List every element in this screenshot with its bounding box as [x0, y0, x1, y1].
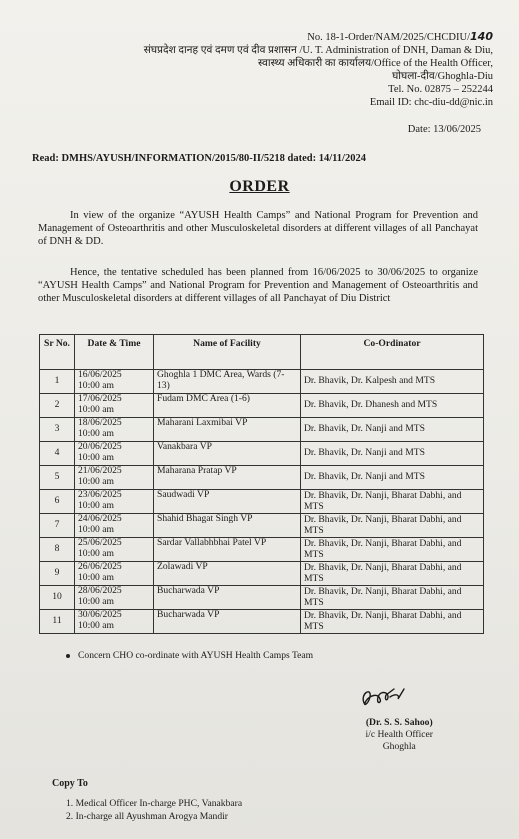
cell-date-time-time: 10:00 am [78, 379, 114, 391]
cell-sr-no-sr: 6 [54, 495, 60, 507]
cell-date-time [75, 442, 154, 466]
cell-sr-no [40, 394, 75, 418]
cell-coordinator [301, 610, 484, 634]
cell-date-time [75, 586, 154, 610]
cell-sr-no-sr: 2 [54, 399, 60, 411]
cell-date-time [75, 490, 154, 514]
table-row [40, 610, 484, 634]
letterhead [144, 30, 493, 109]
copy-to-list [66, 797, 242, 823]
cell-facility-facility: Shahid Bhagat Singh VP [157, 513, 253, 524]
cell-date-time [75, 538, 154, 562]
bullet-icon [66, 654, 70, 658]
cell-date-time-time: 10:00 am [78, 451, 114, 463]
cell-facility [154, 370, 301, 394]
header-date-time: Date & Time [75, 335, 154, 370]
cell-coordinator-coordinator: Dr. Bhavik, Dr. Nanji, Bharat Dabhi, and MTS [304, 610, 462, 632]
cell-date-time-time: 10:00 am [78, 619, 114, 631]
cell-date-time [75, 466, 154, 490]
cell-date-time-time: 10:00 am [78, 571, 114, 583]
cell-facility-facility: Maharana Pratap VP [157, 465, 237, 476]
cell-date-time [75, 418, 154, 442]
signatory-place: Ghoghla [382, 741, 416, 752]
note-text: Concern CHO co-ordinate with AYUSH Health Camps Team [78, 650, 314, 661]
table-row [40, 562, 484, 586]
cell-date-time-time: 10:00 am [78, 595, 114, 607]
cell-date-time-date: 23/06/2025 [78, 489, 122, 500]
cell-coordinator-coordinator: Dr. Bhavik, Dr. Nanji, Bharat Dabhi, and MTS [304, 562, 462, 584]
order-date: Date: 13/06/2025 [407, 124, 481, 135]
cell-coordinator [301, 466, 484, 490]
table-row [40, 370, 484, 394]
cell-sr-no [40, 442, 75, 466]
cell-date-time-date: 20/06/2025 [78, 441, 122, 452]
cell-sr-no-sr: 10 [52, 591, 62, 603]
cell-date-time [75, 610, 154, 634]
cell-date-time-time: 10:00 am [78, 403, 114, 415]
cell-facility-facility: Maharani Laxmibai VP [157, 417, 248, 428]
table-row [40, 418, 484, 442]
cell-coordinator [301, 490, 484, 514]
reference-number [144, 30, 493, 44]
cell-facility-facility: Bucharwada VP [157, 585, 220, 596]
cell-coordinator-coordinator: Dr. Bhavik, Dr. Nanji, Bharat Dabhi, and MTS [304, 586, 462, 608]
header-facility: Name of Facility [154, 335, 301, 370]
cell-facility [154, 562, 301, 586]
cell-date-time-date: 28/06/2025 [78, 585, 122, 596]
cell-date-time-time: 10:00 am [78, 427, 114, 439]
cell-coordinator-coordinator: Dr. Bhavik, Dr. Nanji and MTS [304, 471, 425, 483]
cell-date-time [75, 394, 154, 418]
cell-coordinator-coordinator: Dr. Bhavik, Dr. Nanji and MTS [304, 447, 425, 459]
table-row [40, 442, 484, 466]
cell-sr-no-sr: 4 [54, 447, 60, 459]
cell-coordinator-coordinator: Dr. Bhavik, Dr. Nanji, Bharat Dabhi, and MTS [304, 538, 462, 560]
cell-sr-no-sr: 5 [54, 471, 60, 483]
schedule-table-body [40, 370, 484, 634]
table-row [40, 586, 484, 610]
cell-sr-no [40, 586, 75, 610]
cell-date-time-date: 21/06/2025 [78, 465, 122, 476]
cell-sr-no [40, 514, 75, 538]
signatory-name: (Dr. S. S. Sahoo) [365, 717, 433, 728]
header-coordinator: Co-Ordinator [301, 335, 484, 370]
signature-block [366, 717, 433, 753]
cell-coordinator [301, 370, 484, 394]
telephone: Tel. No. 02875 – 252244 [388, 84, 493, 95]
cell-facility-facility: Zolawadi VP [157, 561, 208, 572]
cell-coordinator [301, 418, 484, 442]
cell-sr-no [40, 538, 75, 562]
office-place: घोघला-दीव/Ghoghla-Diu [392, 71, 493, 82]
cell-date-time-date: 24/06/2025 [78, 513, 122, 524]
cell-facility [154, 466, 301, 490]
cell-sr-no [40, 610, 75, 634]
reference-number-text: No. 18-1-Order/NAM/2025/CHCDIU/ [307, 32, 471, 43]
copy-to-item: 2. In-charge all Ayushman Arogya Mandir [66, 811, 228, 822]
read-reference: Read: DMHS/AYUSH/INFORMATION/2015/80-II/5218 dated: 14/11/2024 [32, 153, 366, 164]
paragraph-intro [38, 209, 478, 248]
cell-coordinator-coordinator: Dr. Bhavik, Dr. Dhanesh and MTS [304, 399, 438, 411]
cell-coordinator-coordinator: Dr. Bhavik, Dr. Nanji, Bharat Dabhi, and MTS [304, 514, 462, 536]
cell-date-time-date: 25/06/2025 [78, 537, 122, 548]
cell-facility [154, 490, 301, 514]
cell-date-time-time: 10:00 am [78, 475, 114, 487]
administration-line: संघप्रदेश दानह एवं दमण एवं दीव प्रशासन /U. T. Administration of DNH, Daman & Diu, [143, 45, 493, 56]
handwritten-number: 140 [470, 30, 493, 43]
signatory-designation: i/c Health Officer [365, 729, 433, 740]
cell-sr-no-sr: 8 [54, 543, 60, 555]
cell-facility [154, 442, 301, 466]
cell-sr-no [40, 418, 75, 442]
cell-sr-no-sr: 9 [54, 567, 60, 579]
cell-facility [154, 418, 301, 442]
cell-date-time-time: 10:00 am [78, 547, 114, 559]
cell-facility-facility: Bucharwada VP [157, 609, 220, 620]
table-row [40, 514, 484, 538]
cell-date-time [75, 514, 154, 538]
cell-date-time-date: 26/06/2025 [78, 561, 122, 572]
copy-to-item: 1. Medical Officer In-charge PHC, Vanakbara [66, 798, 243, 809]
cell-coordinator [301, 514, 484, 538]
cell-coordinator [301, 586, 484, 610]
paragraph-schedule [38, 266, 478, 305]
cell-date-time [75, 562, 154, 586]
cell-coordinator-coordinator: Dr. Bhavik, Dr. Nanji, Bharat Dabhi, and MTS [304, 490, 462, 512]
cell-coordinator [301, 394, 484, 418]
cell-facility [154, 610, 301, 634]
table-header-row [40, 335, 484, 370]
cell-date-time-date: 16/06/2025 [78, 369, 122, 380]
cell-facility [154, 514, 301, 538]
cell-facility [154, 394, 301, 418]
cell-date-time-time: 10:00 am [78, 499, 114, 511]
office-line: स्वास्थ्य अधिकारी का कार्यालय/Office of the Health Officer, [257, 58, 493, 69]
header-sr-no: Sr No. [40, 335, 75, 370]
order-title: ORDER [229, 178, 290, 195]
cell-coordinator [301, 562, 484, 586]
cell-facility [154, 586, 301, 610]
cell-sr-no [40, 490, 75, 514]
cell-coordinator-coordinator: Dr. Bhavik, Dr. Nanji and MTS [304, 423, 425, 435]
cell-coordinator [301, 442, 484, 466]
cell-facility-facility: Ghoghla 1 DMC Area, Wards (7-13) [157, 369, 285, 391]
cell-sr-no-sr: 1 [54, 375, 60, 387]
table-row [40, 466, 484, 490]
cell-sr-no [40, 562, 75, 586]
schedule-table [39, 334, 484, 634]
cell-date-time-date: 17/06/2025 [78, 393, 122, 404]
paragraph-intro-text: In view of the organize “AYUSH Health Camps” and National Program for Prevention and Management of Osteoarthritis and other Musculoskeletal disorders at different villages of all Panchayat of DNH & DD. [38, 210, 478, 247]
cell-facility-facility: Fudam DMC Area (1-6) [157, 393, 250, 404]
cell-facility-facility: Saudwadi VP [157, 489, 210, 500]
cell-date-time-date: 30/06/2025 [78, 609, 122, 620]
paragraph-schedule-text: Hence, the tentative scheduled has been planned from 16/06/2025 to 30/06/2025 to organize “AYUSH Health Camps” and National Program for Prevention and Management of Osteoarthritis and other Musculoskeletal disorders at different villages of all Panchayat of Diu District [38, 267, 478, 304]
cell-coordinator-coordinator: Dr. Bhavik, Dr. Kalpesh and MTS [304, 375, 436, 387]
cell-coordinator [301, 538, 484, 562]
cell-sr-no-sr: 7 [54, 519, 60, 531]
table-row [40, 538, 484, 562]
cell-facility-facility: Vanakbara VP [157, 441, 212, 452]
cell-facility-facility: Sardar Vallabhbhai Patel VP [157, 537, 267, 548]
copy-to-heading: Copy To [52, 778, 88, 789]
cell-sr-no [40, 370, 75, 394]
signature-icon [358, 683, 418, 711]
cell-date-time-time: 10:00 am [78, 523, 114, 535]
cell-sr-no-sr: 11 [52, 615, 62, 627]
cell-facility [154, 538, 301, 562]
table-row [40, 394, 484, 418]
cell-date-time-date: 18/06/2025 [78, 417, 122, 428]
email: Email ID: chc-diu-dd@nic.in [369, 97, 493, 108]
cell-date-time [75, 370, 154, 394]
table-row [40, 490, 484, 514]
note [66, 650, 313, 661]
cell-sr-no-sr: 3 [54, 423, 60, 435]
cell-sr-no [40, 466, 75, 490]
